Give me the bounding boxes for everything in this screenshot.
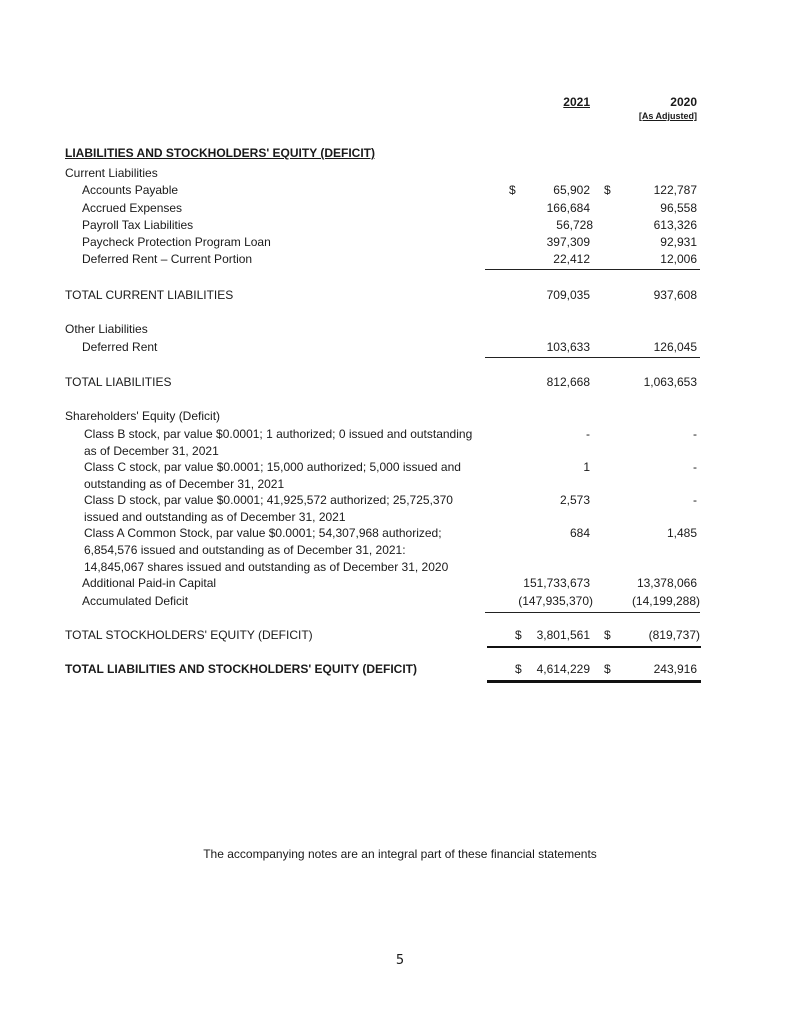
value-2021: 151,733,673 xyxy=(523,576,590,590)
page-number: 5 xyxy=(395,953,405,968)
value-2021: 397,309 xyxy=(546,235,590,249)
row-label: TOTAL LIABILITIES xyxy=(65,375,172,389)
row-label: Deferred Rent xyxy=(82,340,158,354)
row-label: Deferred Rent – Current Portion xyxy=(82,252,253,266)
column-header-2021: 2021 xyxy=(563,95,590,109)
currency-symbol: $ xyxy=(515,662,522,676)
value-2020: 243,916 xyxy=(653,662,697,676)
row-label: Accumulated Deficit xyxy=(82,594,189,608)
value-2020: - xyxy=(693,427,697,441)
column-header-2020: 2020 xyxy=(670,95,697,109)
row-label: TOTAL CURRENT LIABILITIES xyxy=(65,288,234,302)
value-2020: 12,006 xyxy=(660,252,697,266)
value-2021: 684 xyxy=(569,526,590,540)
row-label: Payroll Tax Liabilities xyxy=(82,218,194,232)
value-2021: 3,801,561 xyxy=(536,628,590,642)
value-2021: - xyxy=(586,427,590,441)
current-liabilities-heading: Current Liabilities xyxy=(65,166,158,180)
value-2021: (147,935,370) xyxy=(518,594,593,608)
value-2020: 122,787 xyxy=(653,183,697,197)
value-2020: (14,199,288) xyxy=(631,594,700,608)
section-title: LIABILITIES AND STOCKHOLDERS' EQUITY (DEFICIT) xyxy=(65,146,375,160)
row-label: Class A Common Stock, par value $0.0001; 54,307,968 authorized; 6,854,576 issued and outstanding as of December 31, 2021: xyxy=(84,526,442,557)
value-2021: 4,614,229 xyxy=(536,662,590,676)
value-2020: 96,558 xyxy=(660,201,697,215)
value-2021: 812,668 xyxy=(546,375,590,389)
subtotal-rule xyxy=(485,269,700,270)
row-label: TOTAL STOCKHOLDERS' EQUITY (DEFICIT) xyxy=(65,628,313,642)
value-2020: 1,485 xyxy=(666,526,697,540)
total-rule xyxy=(487,646,701,648)
value-2021: 65,902 xyxy=(553,183,590,197)
footer-note: The accompanying notes are an integral part of these financial statements xyxy=(203,847,597,861)
value-2020: 937,608 xyxy=(653,288,697,302)
value-2020: (819,737) xyxy=(648,628,700,642)
value-2020: 92,931 xyxy=(660,235,697,249)
currency-symbol: $ xyxy=(604,183,611,197)
value-2021: 2,573 xyxy=(559,493,590,507)
row-label: TOTAL LIABILITIES AND STOCKHOLDERS' EQUITY (DEFICIT) xyxy=(65,662,417,676)
column-header-2020-note: [As Adjusted] xyxy=(638,111,697,121)
row-label-continued: 14,845,067 shares issued and outstanding as of December 31, 2020 xyxy=(84,560,449,574)
currency-symbol: $ xyxy=(604,628,611,642)
subtotal-rule xyxy=(485,612,700,613)
value-2021: 709,035 xyxy=(546,288,590,302)
equity-heading: Shareholders' Equity (Deficit) xyxy=(65,409,221,423)
value-2021: 56,728 xyxy=(556,218,593,232)
subtotal-rule xyxy=(485,357,700,358)
row-label: Class B stock, par value $0.0001; 1 authorized; 0 issued and outstanding as of December 31, 2021 xyxy=(84,427,473,458)
row-label: Paycheck Protection Program Loan xyxy=(82,235,271,249)
value-2020: - xyxy=(693,460,697,474)
currency-symbol: $ xyxy=(604,662,611,676)
value-2021: 166,684 xyxy=(546,201,590,215)
other-liabilities-heading: Other Liabilities xyxy=(65,322,148,336)
currency-symbol: $ xyxy=(515,628,522,642)
value-2020: 126,045 xyxy=(653,340,697,354)
value-2021: 22,412 xyxy=(553,252,590,266)
value-2020: 13,378,066 xyxy=(636,576,697,590)
value-2020: 613,326 xyxy=(653,218,697,232)
row-label: Accrued Expenses xyxy=(82,201,183,215)
value-2020: - xyxy=(693,493,697,507)
row-label: Class D stock, par value $0.0001; 41,925,572 authorized; 25,725,370 issued and outstanding as of December 31, 2021 xyxy=(84,493,453,524)
row-label: Accounts Payable xyxy=(82,183,179,197)
value-2020: 1,063,653 xyxy=(643,375,697,389)
value-2021: 103,633 xyxy=(546,340,590,354)
row-label: Additional Paid-in Capital xyxy=(82,576,217,590)
grand-total-double-rule xyxy=(487,680,701,683)
currency-symbol: $ xyxy=(509,183,516,197)
row-label: Class C stock, par value $0.0001; 15,000 authorized; 5,000 issued and outstanding as of December 31, 2021 xyxy=(84,460,461,491)
value-2021: 1 xyxy=(583,460,590,474)
